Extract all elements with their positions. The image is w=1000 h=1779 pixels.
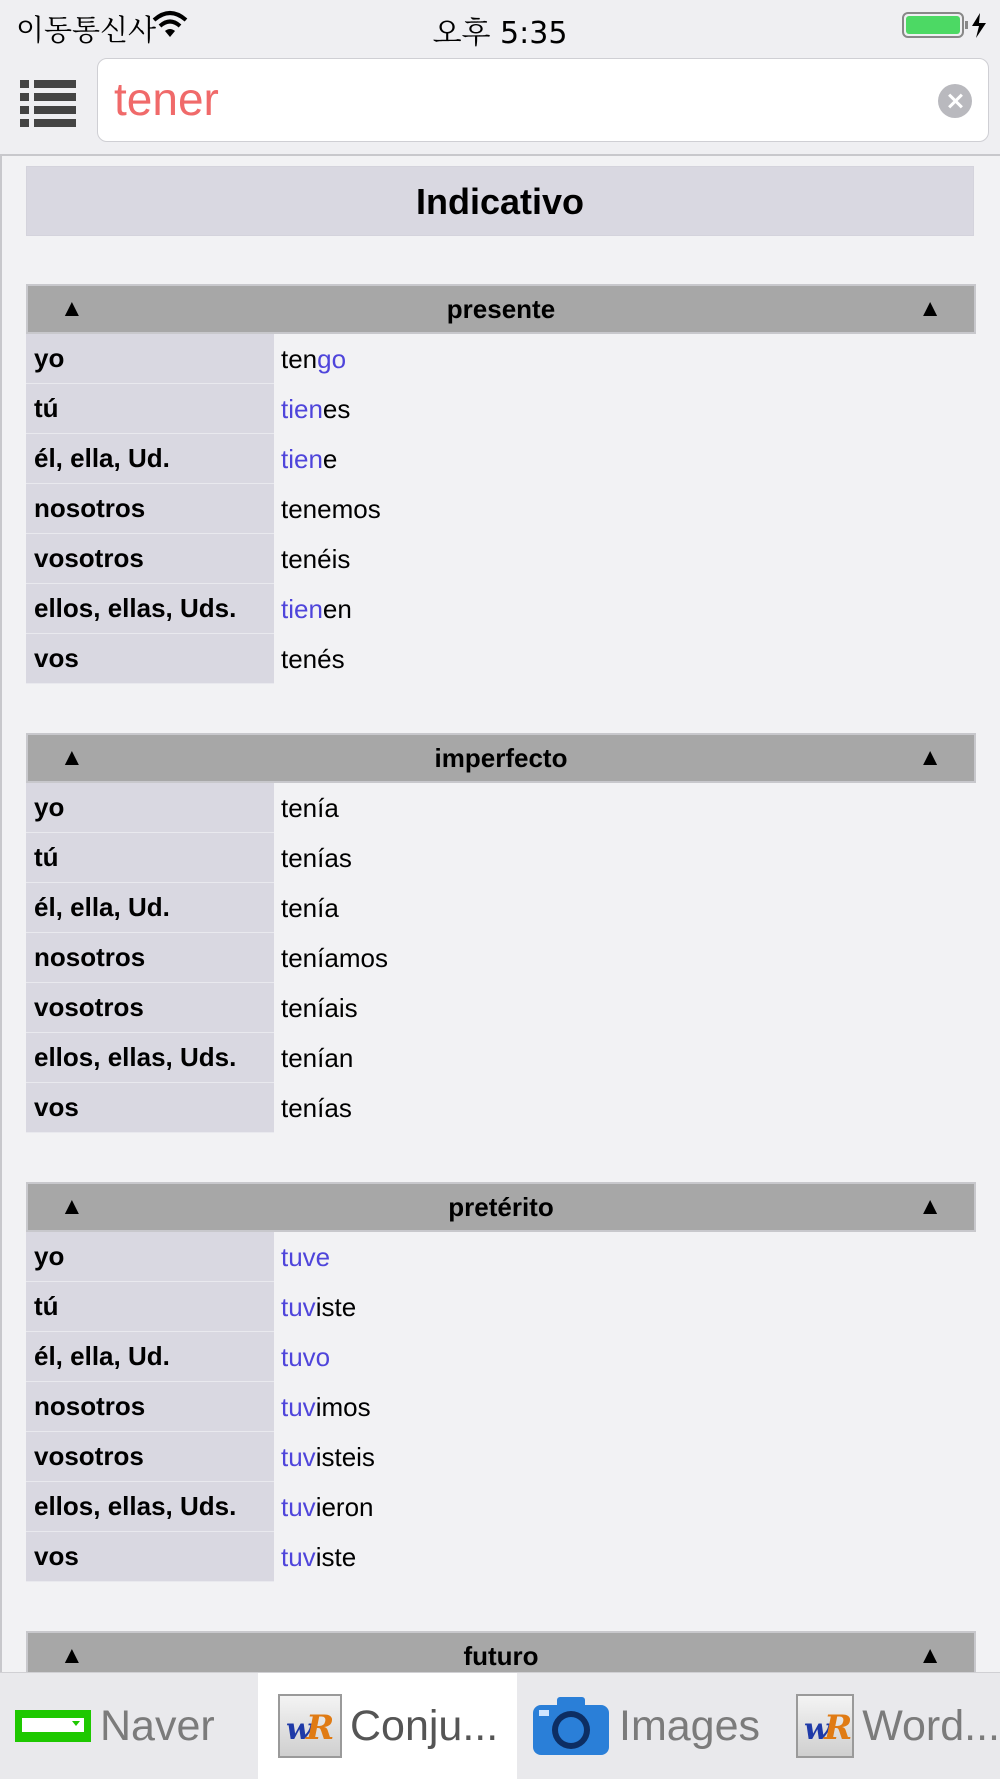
verb-ending: iste [315, 1292, 357, 1322]
verb-stem: teníamos [281, 943, 388, 973]
verb-stem: ten [281, 344, 318, 374]
verb-stem: tuvo [281, 1342, 331, 1372]
wordreference-icon: w R [278, 1694, 342, 1758]
status-bar [0, 0, 1000, 52]
collapse-arrow-icon[interactable]: ▲ [60, 295, 84, 322]
search-input[interactable] [97, 58, 989, 142]
tense-block-futuro [26, 1631, 976, 1672]
pronoun-cell: nosotros [26, 933, 274, 983]
verb-form-cell [274, 1432, 976, 1482]
verb-form-cell [274, 334, 976, 384]
tab-bar [0, 1672, 1000, 1779]
tab-label: Conju... [350, 1701, 499, 1750]
conjugation-row [26, 584, 976, 634]
verb-stem: tuv [281, 1292, 316, 1322]
pronoun-cell: él, ella, Ud. [26, 434, 274, 484]
verb-stem: tenía [281, 893, 339, 923]
verb-stem: teníais [281, 993, 358, 1023]
conjugation-row [26, 933, 976, 983]
pronoun-cell: yo [26, 334, 274, 384]
conjugation-content[interactable] [0, 156, 1000, 1672]
verb-stem: tien [281, 394, 323, 424]
verb-form-cell [274, 1083, 976, 1133]
verb-form-cell [274, 933, 976, 983]
conjugation-row [26, 783, 976, 833]
verb-stem: tenemos [281, 494, 381, 524]
collapse-arrow-icon[interactable]: ▲ [60, 1193, 84, 1220]
tab-conjugation[interactable] [258, 1673, 517, 1779]
verb-form-cell [274, 783, 976, 833]
verb-ending: e [322, 444, 338, 474]
pronoun-cell: vos [26, 634, 274, 684]
verb-stem: tuv [281, 1442, 316, 1472]
conjugation-row [26, 434, 976, 484]
conjugation-row [26, 1532, 976, 1582]
tense-header[interactable] [26, 1631, 976, 1672]
verb-form-cell [274, 883, 976, 933]
verb-stem: tuv [281, 1492, 316, 1522]
verb-form-cell [274, 1232, 976, 1282]
collapse-arrow-icon[interactable]: ▲ [918, 295, 942, 322]
conjugation-row [26, 1432, 976, 1482]
verb-ending: iste [315, 1542, 357, 1572]
verb-form-cell [274, 634, 976, 684]
conjugation-row [26, 1332, 976, 1382]
verb-form-cell [274, 1382, 976, 1432]
wordreference-icon: w R [796, 1694, 854, 1758]
naver-icon [14, 1709, 92, 1743]
verb-form-cell [274, 484, 976, 534]
search-query: tener [114, 73, 219, 125]
tense-block-presente [26, 284, 976, 684]
conjugation-row [26, 1232, 976, 1282]
conjugation-row [26, 983, 976, 1033]
verb-form-cell [274, 833, 976, 883]
conjugation-row [26, 883, 976, 933]
collapse-arrow-icon[interactable]: ▲ [918, 1642, 942, 1669]
verb-form-cell [274, 534, 976, 584]
verb-form-cell [274, 1532, 976, 1582]
conjugation-row [26, 1482, 976, 1532]
verb-stem: tien [281, 594, 323, 624]
collapse-arrow-icon[interactable]: ▲ [918, 744, 942, 771]
verb-stem: tuv [281, 1392, 316, 1422]
collapse-arrow-icon[interactable]: ▲ [60, 744, 84, 771]
tense-title: presente [446, 294, 556, 324]
verb-form-cell [274, 434, 976, 484]
verb-stem: tien [281, 444, 323, 474]
tense-header[interactable] [26, 1182, 976, 1232]
verb-form-cell [274, 1332, 976, 1382]
pronoun-cell: tú [26, 833, 274, 883]
pronoun-cell: vos [26, 1083, 274, 1133]
tense-header[interactable] [26, 284, 976, 334]
verb-stem: tenéis [281, 544, 351, 574]
conjugation-row [26, 1083, 976, 1133]
conjugation-row [26, 1382, 976, 1432]
tense-header[interactable] [26, 733, 976, 783]
tab-label: Images [619, 1701, 761, 1750]
verb-stem: tenías [281, 843, 352, 873]
tense-title: pretérito [448, 1192, 554, 1222]
pronoun-cell: ellos, ellas, Uds. [26, 584, 274, 634]
conjugation-row [26, 833, 976, 883]
collapse-arrow-icon[interactable]: ▲ [918, 1193, 942, 1220]
carrier-label: 이동통신사 [16, 13, 157, 47]
verb-ending: go [317, 344, 347, 374]
pronoun-cell: yo [26, 1232, 274, 1282]
verb-ending: isteis [315, 1442, 375, 1472]
list-menu-icon[interactable] [20, 78, 76, 128]
verb-stem: tuv [281, 1542, 316, 1572]
verb-stem: tenían [281, 1043, 354, 1073]
conjugation-row [26, 484, 976, 534]
tense-block-preterito [26, 1182, 976, 1582]
verb-ending: en [322, 594, 352, 624]
conjugation-row [26, 1033, 976, 1083]
verb-form-cell [274, 1033, 976, 1083]
pronoun-cell: vosotros [26, 1432, 274, 1482]
tab-wordreference[interactable] [776, 1673, 1000, 1779]
tab-naver[interactable] [0, 1673, 258, 1779]
pronoun-cell: vosotros [26, 983, 274, 1033]
pronoun-cell: tú [26, 384, 274, 434]
status-clock: 오후 5:35 [432, 16, 568, 51]
pronoun-cell: nosotros [26, 484, 274, 534]
clear-icon[interactable] [938, 84, 972, 118]
conjugation-row [26, 634, 976, 684]
verb-ending: ieron [315, 1492, 374, 1522]
pronoun-cell: ellos, ellas, Uds. [26, 1482, 274, 1532]
pronoun-cell: yo [26, 783, 274, 833]
verb-form-cell [274, 1482, 976, 1532]
pronoun-cell: ellos, ellas, Uds. [26, 1033, 274, 1083]
camera-icon [531, 1695, 611, 1757]
pronoun-cell: nosotros [26, 1382, 274, 1432]
mood-title: Indicativo [26, 166, 974, 236]
verb-stem: tenés [281, 644, 345, 674]
verb-stem: tuve [281, 1242, 331, 1272]
tense-title: imperfecto [434, 743, 568, 773]
search-header [0, 52, 1000, 156]
verb-form-cell [274, 983, 976, 1033]
tense-block-imperfecto [26, 733, 976, 1133]
conjugation-row [26, 534, 976, 584]
verb-ending: es [322, 394, 351, 424]
pronoun-cell: vos [26, 1532, 274, 1582]
collapse-arrow-icon[interactable]: ▲ [60, 1642, 84, 1669]
conjugation-row [26, 334, 976, 384]
tab-label: Naver [100, 1701, 215, 1750]
pronoun-cell: tú [26, 1282, 274, 1332]
pronoun-cell: él, ella, Ud. [26, 1332, 274, 1382]
tense-title: futuro [463, 1641, 539, 1671]
verb-form-cell [274, 584, 976, 634]
verb-form-cell [274, 384, 976, 434]
verb-form-cell [274, 1282, 976, 1332]
verb-stem: tenía [281, 793, 339, 823]
pronoun-cell: él, ella, Ud. [26, 883, 274, 933]
verb-ending: imos [315, 1392, 371, 1422]
tab-label: Word... [862, 1701, 1000, 1750]
battery-icon [902, 11, 992, 39]
tab-images[interactable] [517, 1673, 776, 1779]
conjugation-row [26, 1282, 976, 1332]
pronoun-cell: vosotros [26, 534, 274, 584]
verb-stem: tenías [281, 1093, 352, 1123]
conjugation-row [26, 384, 976, 434]
